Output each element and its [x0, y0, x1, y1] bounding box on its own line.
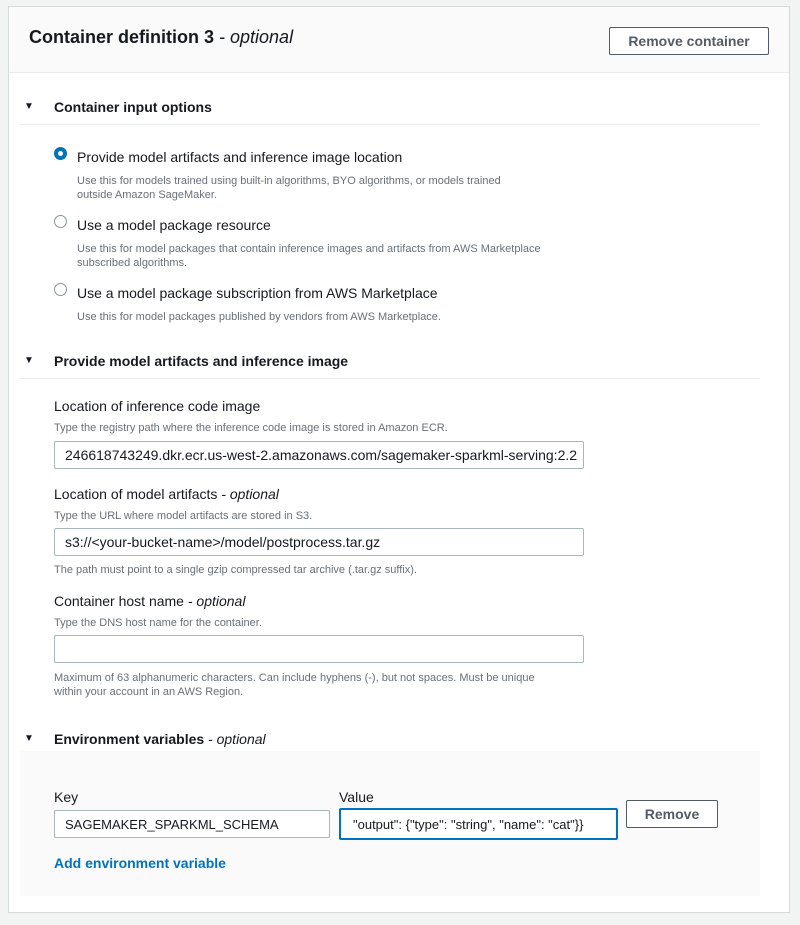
section-title-text: Environment variables [54, 731, 205, 747]
inference-image-input[interactable]: 246618743249.dkr.ecr.us-west-2.amazonaws.com/sagemaker-sparkml-serving:2.2 [54, 441, 584, 469]
model-artifacts-note: The path must point to a single gzip compressed tar archive (.tar.gz suffix). [54, 564, 417, 576]
title-optional: - optional [214, 27, 294, 47]
section-optional: - optional [204, 731, 266, 747]
section-title [54, 731, 266, 747]
remove-container-button[interactable]: Remove container [609, 27, 769, 55]
radio-marketplace-subscription[interactable] [54, 283, 67, 296]
description-line: Use this for model packages that contain inference images and artifacts from AWS Marketplace [77, 243, 541, 255]
add-environment-variable-link[interactable]: Add environment variable [54, 855, 226, 871]
radio-model-package-resource[interactable] [54, 215, 67, 228]
inference-image-help: Type the registry path where the inference code image is stored in Amazon ECR. [54, 422, 448, 434]
description-line: subscribed algorithms. [77, 257, 188, 269]
env-key-input[interactable]: SAGEMAKER_SPARKML_SCHEMA [54, 810, 330, 838]
host-name-input[interactable] [54, 635, 584, 663]
model-artifacts-help: Type the URL where model artifacts are stored in S3. [54, 510, 313, 522]
radio-description: Use this for model packages published by vendors from AWS Marketplace. [77, 311, 441, 323]
caret-down-icon: ▼ [24, 101, 34, 112]
description-line: outside Amazon SageMaker. [77, 189, 218, 201]
field-label-text: Container host name [54, 593, 184, 609]
field-label-text: Location of model artifacts [54, 486, 218, 502]
radio-description [77, 174, 501, 202]
radio-description [77, 242, 541, 270]
remove-env-variable-button[interactable]: Remove [626, 800, 718, 828]
note-line: within your account in an AWS Region. [54, 686, 244, 698]
section-input-options[interactable] [20, 99, 760, 125]
key-column-label: Key [54, 789, 79, 805]
radio-label[interactable]: Use a model package subscription from AWS Marketplace [77, 285, 438, 301]
title-text: Container definition 3 [29, 27, 215, 47]
section-title: Provide model artifacts and inference image [54, 353, 349, 369]
model-artifacts-label [54, 486, 279, 502]
model-artifacts-input[interactable]: s3://<your-bucket-name>/model/postprocess.tar.gz [54, 528, 584, 556]
inference-image-label: Location of inference code image [54, 398, 261, 414]
description-line: Use this for models trained using built-in algorithms, BYO algorithms, or models trained [77, 175, 501, 187]
panel-header [9, 7, 789, 73]
caret-down-icon: ▼ [24, 733, 34, 744]
radio-label[interactable]: Provide model artifacts and inference image location [77, 149, 403, 165]
note-line: Maximum of 63 alphanumeric characters. Can include hyphens (-), but not spaces. Must be unique [54, 672, 535, 684]
host-name-label [54, 593, 245, 609]
env-value-input[interactable]: "output": {"type": "string", "name": "cat"}} [339, 808, 618, 840]
radio-label[interactable]: Use a model package resource [77, 217, 271, 233]
page-title [29, 27, 293, 48]
radio-artifacts-location[interactable] [54, 147, 67, 160]
host-name-help: Type the DNS host name for the container. [54, 617, 262, 629]
field-optional: - optional [217, 486, 279, 502]
host-name-note [54, 671, 535, 699]
caret-down-icon: ▼ [24, 355, 34, 366]
section-model-artifacts[interactable] [20, 353, 760, 379]
value-column-label: Value [339, 789, 374, 805]
field-optional: - optional [183, 593, 246, 609]
section-title: Container input options [54, 99, 212, 115]
